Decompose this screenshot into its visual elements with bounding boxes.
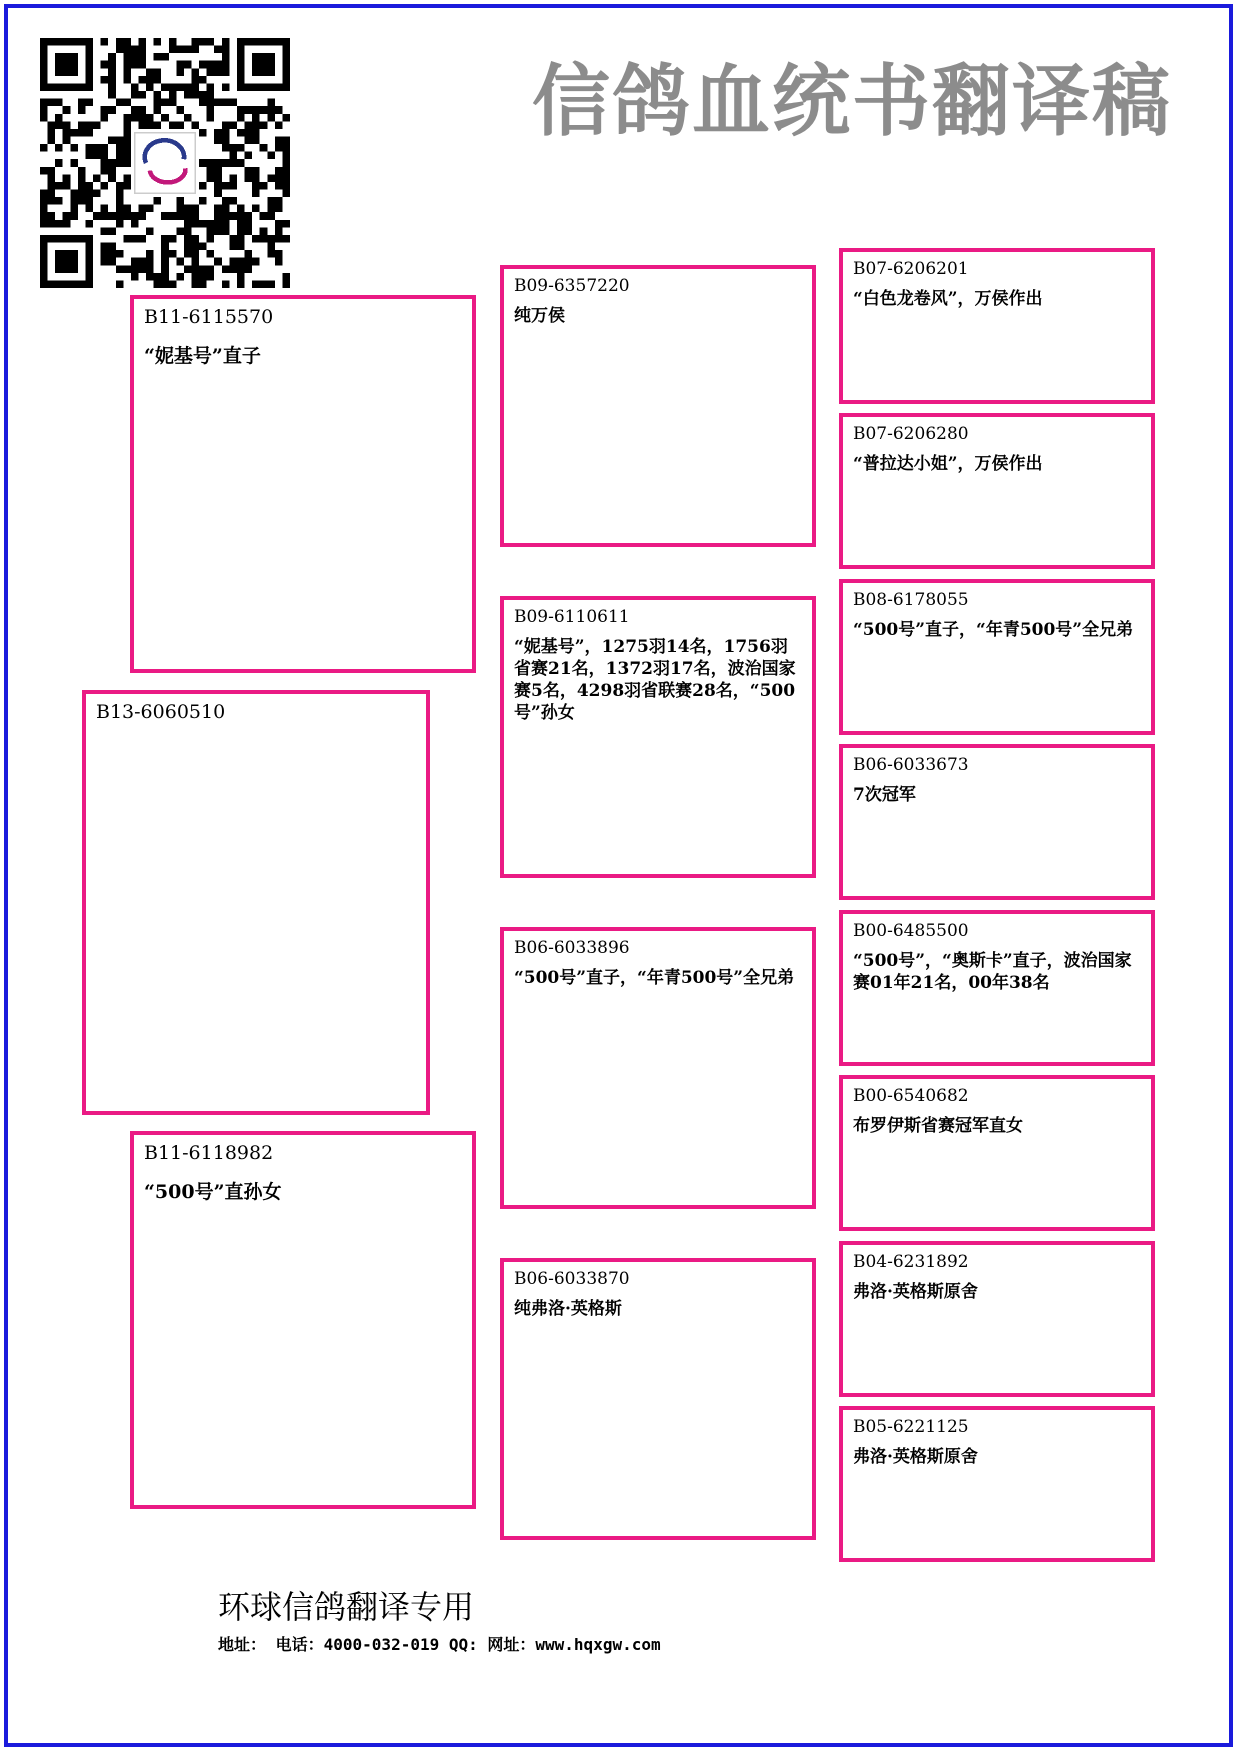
- qr-code: [40, 38, 290, 288]
- sire-id: B11-6115570: [144, 306, 274, 328]
- ggp-id: B04-6231892: [853, 1252, 969, 1272]
- ggp-box: [839, 1406, 1155, 1562]
- ggp-box: [839, 744, 1155, 900]
- dam-id: B11-6118982: [144, 1142, 274, 1164]
- footer-contact: 地址： 电话：4000-032-019 QQ: 网址：www.hqxgw.com: [218, 1635, 661, 1654]
- ggp-box: [839, 579, 1155, 735]
- sire-dam-id: B09-6110611: [514, 607, 630, 627]
- footer-title: 环球信鸽翻译专用: [218, 1588, 475, 1626]
- sire-sire-id: B09-6357220: [514, 276, 630, 296]
- subject-id: B13-6060510: [96, 701, 226, 723]
- dam-sire-desc: “500号”直子，“年青500号”全兄弟: [514, 968, 795, 988]
- dam-sire-box: [500, 927, 816, 1209]
- dam-dam-id: B06-6033870: [514, 1269, 630, 1289]
- ggp-desc: “500号”，“奥斯卡”直子，波治国家赛01年21名，00年38名: [853, 951, 1132, 993]
- qr-code-icon: [40, 38, 290, 288]
- dam-box: [130, 1131, 476, 1509]
- sire-desc: “妮基号”直子: [144, 345, 261, 367]
- ggp-box: [839, 248, 1155, 404]
- ggp-desc: 布罗伊斯省赛冠军直女: [853, 1116, 1023, 1136]
- ggp-id: B06-6033673: [853, 755, 969, 775]
- ggp-id: B00-6485500: [853, 921, 969, 941]
- dam-sire-id: B06-6033896: [514, 938, 630, 958]
- subject-box: [82, 690, 430, 1115]
- ggp-id: B00-6540682: [853, 1086, 969, 1106]
- ggp-desc: “500号”直子，“年青500号”全兄弟: [853, 620, 1134, 640]
- ggp-desc: “普拉达小姐”，万侯作出: [853, 454, 1043, 474]
- sire-dam-desc: “妮基号”，1275羽14名，1756羽省赛21名，1372羽17名，波治国家赛5名，4298羽省联赛28名，“500号”孙女: [514, 637, 796, 723]
- ggp-id: B07-6206280: [853, 424, 969, 444]
- ggp-desc: 弗洛·英格斯原舍: [853, 1282, 978, 1302]
- ggp-desc: 7次冠军: [853, 785, 916, 805]
- page-title: 信鸽血统书翻译稿: [532, 57, 1173, 147]
- ggp-id: B07-6206201: [853, 259, 969, 279]
- dam-dam-desc: 纯弗洛·英格斯: [514, 1299, 622, 1319]
- ggp-box: [839, 1075, 1155, 1231]
- sire-sire-desc: 纯万侯: [514, 306, 565, 326]
- ggp-box: [839, 1241, 1155, 1397]
- sire-box: [130, 295, 476, 673]
- ggp-box: [839, 910, 1155, 1066]
- ggp-id: B05-6221125: [853, 1417, 969, 1437]
- ggp-desc: “白色龙卷风”，万侯作出: [853, 289, 1043, 309]
- sire-sire-box: [500, 265, 816, 547]
- ggp-id: B08-6178055: [853, 590, 969, 610]
- ggp-desc: 弗洛·英格斯原舍: [853, 1447, 978, 1467]
- sire-dam-box: [500, 596, 816, 878]
- dam-desc: “500号”直孙女: [144, 1181, 282, 1203]
- dam-dam-box: [500, 1258, 816, 1540]
- ggp-box: [839, 413, 1155, 569]
